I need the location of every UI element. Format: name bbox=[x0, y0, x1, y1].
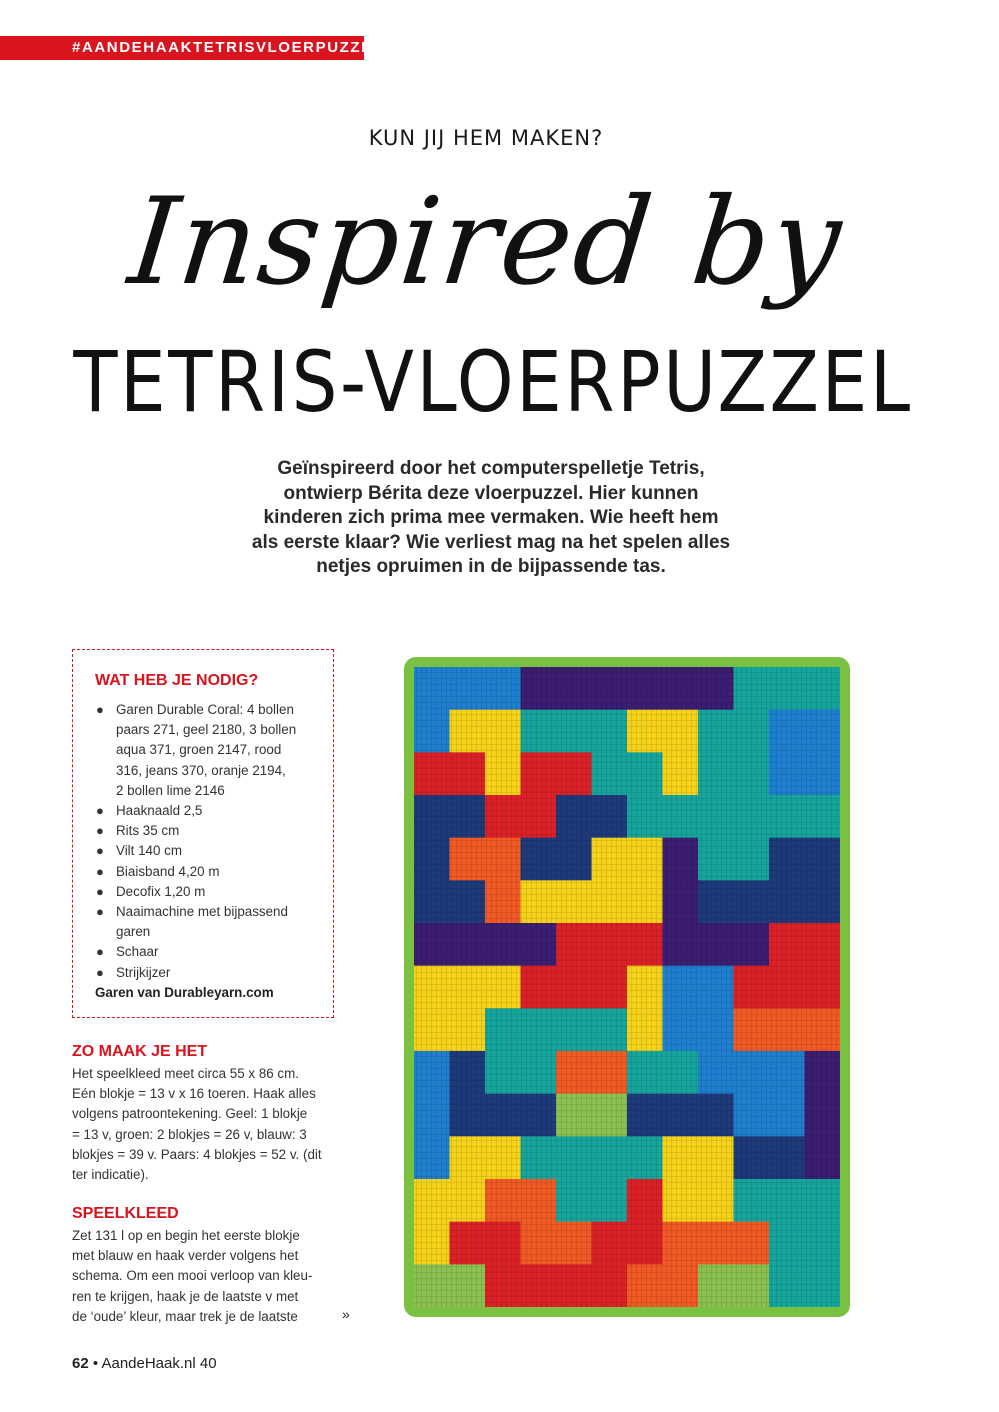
materials-list bbox=[95, 700, 333, 983]
page-title: TETRIS-VLOERPUZZEL bbox=[73, 333, 913, 431]
text-line: met blauw en haak verder volgens het bbox=[72, 1248, 299, 1264]
list-item-line: aqua 371, groen 2147, rood bbox=[116, 742, 282, 758]
magazine-name: AandeHaak.nl 40 bbox=[101, 1355, 217, 1372]
page-footer bbox=[72, 1355, 217, 1372]
text-line: Eén blokje = 13 v x 16 toeren. Haak alles bbox=[72, 1086, 316, 1102]
bullet-icon: ● bbox=[96, 904, 104, 920]
list-item-line: 316, jeans 370, oranje 2194, bbox=[116, 762, 286, 778]
bullet-icon: ● bbox=[96, 964, 104, 980]
list-item-line: Biaisband 4,20 m bbox=[116, 863, 220, 879]
intro-line: kinderen zich prima mee vermaken. Wie heeft hem bbox=[263, 507, 719, 528]
text-line: schema. Om een mooi verloop van kleu- bbox=[72, 1268, 313, 1284]
intro-line: Geïnspireerd door het computerspelletje Tetris, bbox=[277, 458, 705, 479]
list-item bbox=[95, 942, 333, 962]
bullet-icon: ● bbox=[96, 803, 104, 819]
list-item bbox=[95, 841, 333, 861]
playmat-text bbox=[72, 1226, 352, 1327]
list-item bbox=[95, 801, 333, 821]
tetris-rug-photo bbox=[404, 657, 850, 1317]
tetris-rug-grid bbox=[414, 667, 840, 1307]
list-item-line: Garen Durable Coral: 4 bollen bbox=[116, 702, 294, 717]
bullet-icon: ● bbox=[96, 883, 104, 899]
intro-line: als eerste klaar? Wie verliest mag na het spelen alles bbox=[251, 531, 731, 553]
how-to-heading: ZO MAAK JE HET bbox=[72, 1043, 208, 1060]
list-item bbox=[95, 862, 333, 882]
bullet-icon: ● bbox=[96, 843, 104, 859]
list-item bbox=[95, 882, 333, 902]
list-item-line: 2 bollen lime 2146 bbox=[116, 782, 225, 798]
list-item bbox=[95, 902, 333, 942]
list-item-line: paars 271, geel 2180, 3 bollen bbox=[116, 722, 297, 738]
text-line: Het speelkleed meet circa 55 x 86 cm. bbox=[72, 1066, 300, 1081]
list-item bbox=[95, 821, 333, 841]
text-line: de ‘oude’ kleur, maar trek je de laatste bbox=[72, 1308, 298, 1324]
bullet-icon: ● bbox=[96, 823, 104, 839]
how-to-text bbox=[72, 1064, 352, 1185]
hashtag-banner: #AANDEHAAKTETRISVLOERPUZZEL bbox=[0, 36, 364, 60]
continue-arrow-icon: » bbox=[342, 1306, 350, 1322]
bullet-icon: ● bbox=[96, 863, 104, 879]
kicker-heading: KUN JIJ HEM MAKEN? bbox=[368, 126, 604, 150]
text-line: volgens patroontekening. Geel: 1 blokje bbox=[72, 1106, 308, 1122]
intro-line: ontwierp Bérita deze vloerpuzzel. Hier kunnen bbox=[283, 482, 699, 504]
script-title: Inspired by bbox=[123, 173, 850, 312]
bullet-icon: ● bbox=[96, 702, 104, 717]
list-item-line: Rits 35 cm bbox=[116, 823, 180, 839]
playmat-heading: SPEELKLEED bbox=[72, 1205, 179, 1222]
list-item bbox=[95, 700, 333, 801]
list-item-line: Vilt 140 cm bbox=[116, 843, 182, 859]
text-line: = 13 v, groen: 2 blokjes = 26 v, blauw: 3 bbox=[72, 1126, 307, 1142]
stitch-texture bbox=[414, 667, 840, 1307]
list-item-line: garen bbox=[116, 924, 151, 940]
text-line: ren te krijgen, haak je de laatste v met bbox=[72, 1288, 299, 1304]
list-item bbox=[95, 963, 333, 983]
text-line: blokjes = 39 v. Paars: 4 blokjes = 52 v. (dit bbox=[72, 1146, 322, 1162]
list-item-line: Naaimachine met bijpassend bbox=[116, 904, 288, 920]
yarn-credit: Garen van Durableyarn.com bbox=[95, 984, 274, 1000]
intro-paragraph bbox=[226, 457, 756, 580]
materials-title: WAT HEB JE NODIG? bbox=[95, 672, 259, 689]
list-item-line: Schaar bbox=[116, 944, 159, 960]
intro-line: netjes opruimen in de bijpassende tas. bbox=[316, 556, 666, 577]
text-line: Zet 131 l op en begin het eerste blokje bbox=[72, 1228, 300, 1243]
page-number: 62 bbox=[72, 1355, 89, 1372]
list-item-line: Strijkijzer bbox=[116, 964, 171, 980]
list-item-line: Haaknaald 2,5 bbox=[116, 803, 203, 819]
bullet-icon: ● bbox=[96, 944, 104, 960]
materials-box bbox=[72, 649, 334, 1018]
text-line: ter indicatie). bbox=[72, 1167, 149, 1183]
footer-separator: • bbox=[92, 1355, 99, 1372]
list-item-line: Decofix 1,20 m bbox=[116, 883, 206, 899]
